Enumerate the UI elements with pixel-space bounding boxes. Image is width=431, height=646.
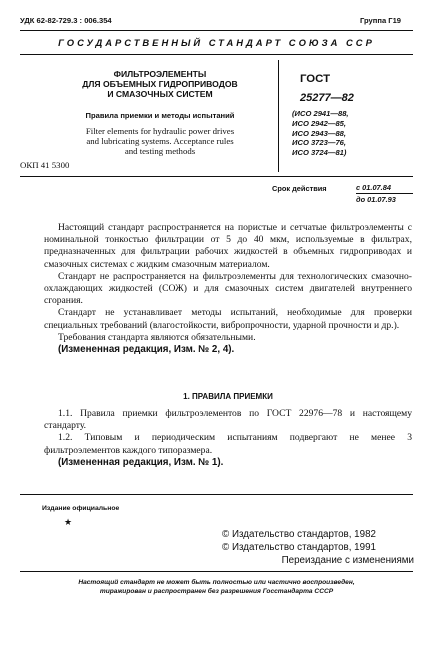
iso-ref-1: (ИСО 2941—88,: [292, 109, 349, 118]
validity-label: Срок действия: [272, 184, 327, 193]
title-ru-line-1: ФИЛЬТРОЭЛЕМЕНТЫ: [113, 69, 207, 79]
title-divider: [278, 60, 279, 172]
title-en: [60, 126, 260, 156]
iso-ref-5: ИСО 3724—81): [292, 148, 347, 158]
copyright-1982: © Издательство стандартов, 1982: [222, 529, 376, 540]
header-rule-top: [20, 30, 413, 31]
validity-underline: [356, 193, 413, 194]
revision-note-1: (Измененная редакция, Изм. № 2, 4).: [58, 344, 235, 356]
validity-to: до 01.07.93: [356, 195, 396, 204]
reprint-note: Переиздание с изменениями: [281, 555, 414, 566]
iso-ref-3: ИСО 2943—88,: [292, 128, 347, 138]
title-en-line-2: and lubricating systems. Acceptance rules: [86, 136, 234, 146]
udk-code: УДК 62-82-729.3 : 006.354: [20, 16, 112, 25]
iso-references: [292, 109, 349, 158]
title-ru: [60, 69, 260, 99]
gost-label: ГОСТ: [300, 73, 331, 85]
revision-note-2: (Измененная редакция, Изм. № 1).: [58, 456, 224, 468]
iso-ref-4: ИСО 3723—76,: [292, 138, 347, 148]
title-ru-line-2: ДЛЯ ОБЪЕМНЫХ ГИДРОПРИВОДОВ: [82, 79, 238, 89]
subtitle-ru: Правила приемки и методы испытаний: [85, 111, 235, 120]
paragraph-mandatory: Требования стандарта являются обязательными.: [58, 331, 256, 343]
copyright-block: [222, 528, 414, 567]
section-heading: 1. ПРАВИЛА ПРИЕМКИ: [183, 392, 273, 401]
title-en-line-1: Filter elements for hydraulic power drives: [85, 126, 235, 136]
paragraph-exclusions: Стандарт не распространяется на фильтроэлементы для технологических смазочно-охлаждающих жидкостей (СОЖ) и для смазочных систем двигателей внутреннего сгорания.: [44, 270, 412, 307]
paragraph-scope: Настоящий стандарт распространяется на пористые и сетчатые фильтроэлементы с номинальной тонкостью фильтрации от 5 до 40 мкм, используемые в фильтрах, предназначенных для фильтрации рабочих жидкостей в объемных гидроприводах и смазочных системах с жидким смазочным материалом.: [44, 222, 412, 270]
title-ru-line-3: И СМАЗОЧНЫХ СИСТЕМ: [107, 89, 213, 99]
star-mark: ★: [64, 517, 73, 527]
footer-rule-bottom: [20, 571, 413, 572]
reproduction-line-1: Настоящий стандарт не может быть полностью или частично воспроизведен,: [78, 579, 355, 586]
gost-number: 25277—82: [300, 92, 354, 104]
paragraph-methods: Стандарт не устанавливает методы испытаний, необходимые для проверки специальных требований (влагостойкости, вибропрочности, ударной прочности и др.).: [44, 307, 412, 331]
title-en-line-3: and testing methods: [124, 146, 196, 156]
clause-1-1: 1.1. Правила приемки фильтроэлементов по ГОСТ 22976—78 и настоящему стандарту.: [44, 408, 412, 432]
validity-from: с 01.07.84: [356, 183, 391, 192]
reproduction-line-2: тиражирован и распространен без разрешения Госстандарта СССР: [99, 588, 334, 595]
banner-title: ГОСУДАРСТВЕННЫЙ СТАНДАРТ СОЮЗА ССР: [58, 37, 375, 48]
section-content: [44, 408, 412, 469]
iso-ref-2: ИСО 2942—85,: [292, 118, 347, 128]
body-intro: [44, 222, 412, 356]
official-edition: Издание официальное: [42, 505, 120, 512]
group-label: Группа Г19: [360, 16, 402, 25]
validity-rule: [20, 176, 413, 177]
copyright-1991: © Издательство стандартов, 1991: [222, 542, 376, 553]
header-rule-bottom: [20, 54, 413, 55]
footer-rule-top: [20, 494, 413, 495]
okp-code: ОКП 41 5300: [20, 160, 70, 170]
reproduction-notice: [20, 578, 413, 596]
clause-1-2: 1.2. Типовым и периодическим испытаниям подвергают не менее 3 фильтроэлементов каждого типоразмера.: [44, 432, 412, 456]
